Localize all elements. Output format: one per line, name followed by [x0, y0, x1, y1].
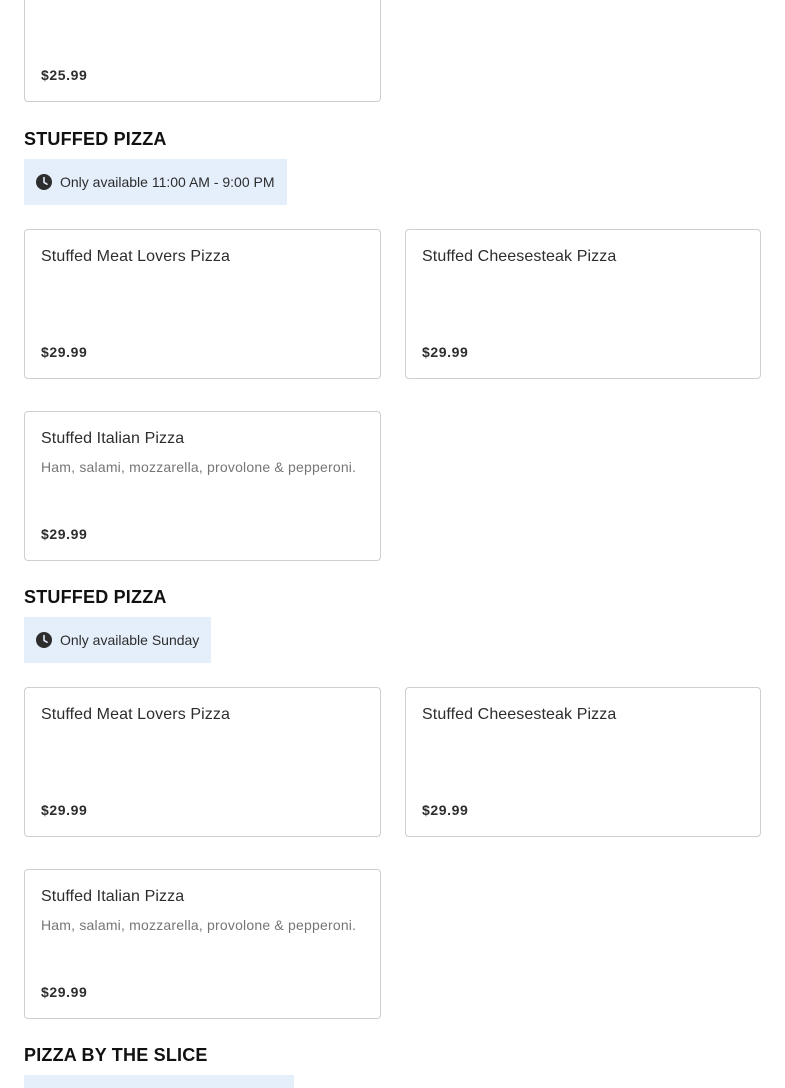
section-title: STUFFED PIZZA: [24, 129, 167, 149]
menu-item-card[interactable]: [24, 869, 381, 1019]
clock-icon: [36, 174, 52, 190]
menu-item-card[interactable]: [24, 411, 381, 561]
menu-item-card[interactable]: [24, 0, 381, 102]
item-price: $29.99: [41, 802, 88, 818]
section-title: STUFFED PIZZA: [24, 587, 167, 607]
availability-text: Only available Sunday: [60, 632, 200, 648]
menu-item-card[interactable]: [24, 687, 381, 837]
item-name: Stuffed Meat Lovers Pizza: [41, 248, 230, 265]
item-price: $29.99: [41, 984, 88, 1000]
item-name: Stuffed Italian Pizza: [41, 430, 185, 447]
clock-icon: [36, 632, 52, 648]
availability-banner: [24, 617, 211, 663]
menu-item-card[interactable]: [405, 229, 761, 379]
availability-banner: [24, 159, 287, 205]
menu-item-card[interactable]: [405, 687, 761, 837]
item-name: Stuffed Meat Lovers Pizza: [41, 706, 230, 723]
item-description: Ham, salami, mozzarella, provolone & pepperoni.: [41, 917, 357, 933]
item-price: $29.99: [422, 344, 469, 360]
item-price: $29.99: [422, 802, 469, 818]
availability-banner: [24, 1075, 294, 1088]
item-price: $29.99: [41, 344, 88, 360]
item-description: Ham, salami, mozzarella, provolone & pepperoni.: [41, 459, 357, 475]
item-price: $25.99: [41, 67, 88, 83]
availability-text: Only available 11:00 AM - 9:00 PM: [60, 174, 275, 190]
item-price: $29.99: [41, 526, 88, 542]
item-name: Stuffed Cheesesteak Pizza: [422, 248, 617, 265]
section-title: PIZZA BY THE SLICE: [24, 1045, 208, 1065]
item-name: Stuffed Cheesesteak Pizza: [422, 706, 617, 723]
item-name: Stuffed Italian Pizza: [41, 888, 185, 905]
menu-item-card[interactable]: [24, 229, 381, 379]
